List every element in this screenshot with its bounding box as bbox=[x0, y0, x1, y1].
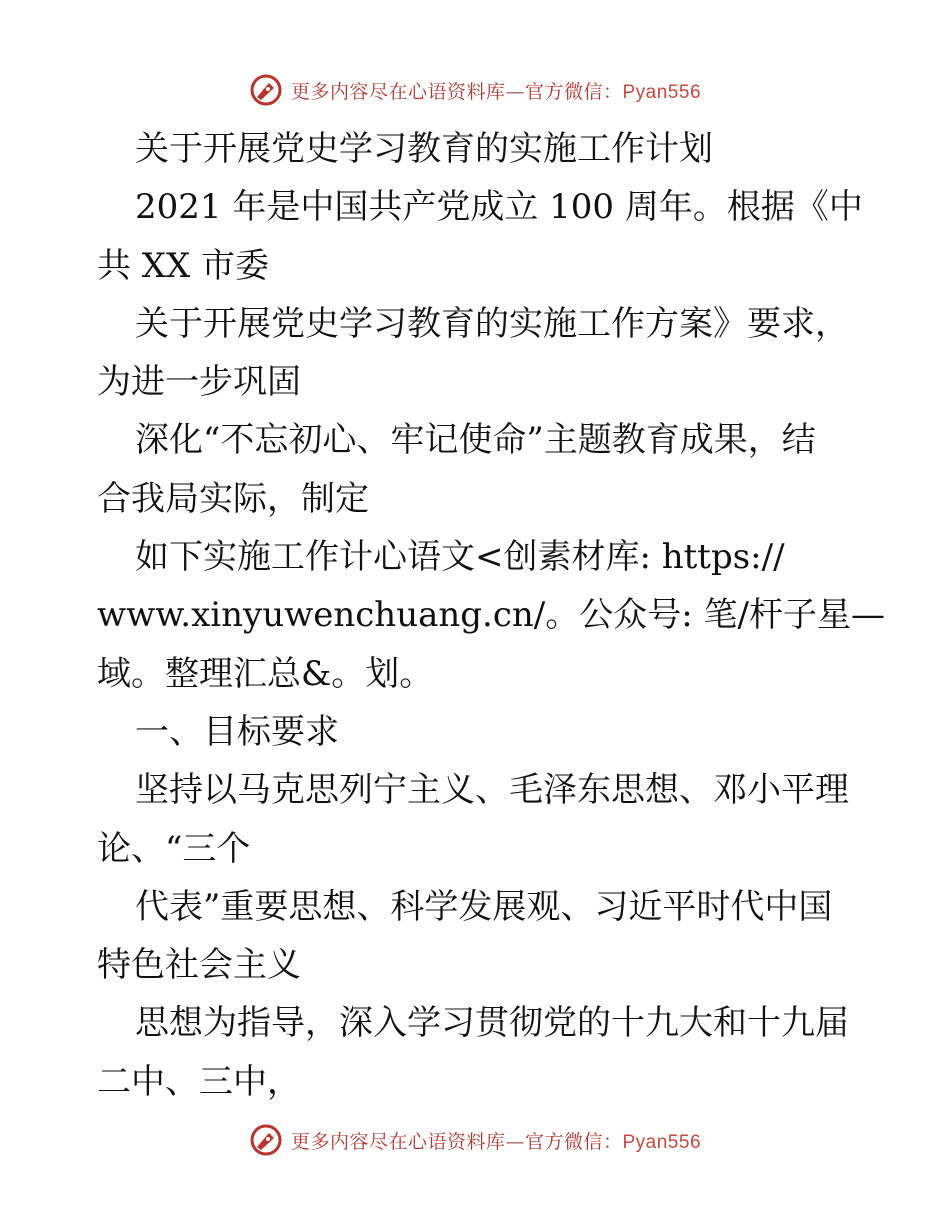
text-line: 特色社会主义 bbox=[97, 945, 301, 986]
text-line: 代表”重要思想、科学发展观、习近平时代中国 bbox=[135, 886, 833, 927]
text-line: 合我局实际，制定 bbox=[97, 478, 369, 519]
text-line: 域。整理汇总&。划。 bbox=[97, 653, 434, 694]
pen-nib-circle-icon bbox=[249, 73, 283, 107]
watermark-text bbox=[291, 77, 701, 104]
pen-nib-circle-icon bbox=[249, 1123, 283, 1157]
text-line: 关于开展党史学习教育的实施工作计划 bbox=[135, 129, 713, 169]
watermark-account: Pyan556 bbox=[622, 1131, 702, 1153]
watermark-label: 官方微信： bbox=[524, 80, 623, 103]
watermark-brand: 更多内容尽在心语资料库 bbox=[290, 1130, 506, 1153]
text-line: 坚持以马克思列宁主义、毛泽东思想、邓小平理 bbox=[135, 770, 849, 811]
text-line: 如下实施工作计心语文<创素材库: https:// bbox=[135, 537, 785, 578]
text-line: 2021 年是中国共产党成立 100 周年。根据《中 bbox=[135, 187, 863, 228]
text-line: 深化“不忘初心、牢记使命”主题教育成果，结 bbox=[135, 420, 816, 461]
watermark-footer bbox=[0, 1118, 950, 1162]
text-line: 一、目标要求 bbox=[135, 711, 339, 752]
watermark-brand: 更多内容尽在心语资料库 bbox=[290, 80, 506, 103]
watermark-header bbox=[0, 68, 950, 112]
watermark-label: 官方微信： bbox=[524, 1130, 623, 1153]
text-line: 关于开展党史学习教育的实施工作方案》要求， bbox=[135, 303, 849, 344]
text-line: 思想为指导，深入学习贯彻党的十九大和十九届 bbox=[135, 1003, 849, 1044]
document-body bbox=[97, 120, 885, 1111]
text-line: 为进一步巩固 bbox=[97, 362, 301, 403]
watermark-account: Pyan556 bbox=[622, 81, 702, 103]
watermark-separator: — bbox=[505, 1130, 525, 1153]
text-line: 论、“三个 bbox=[97, 828, 251, 869]
text-line: www.xinyuwenchuang.cn/。公众号: 笔/杆子星— bbox=[97, 595, 885, 636]
text-line: 二中、三中， bbox=[97, 1061, 301, 1102]
watermark-text bbox=[291, 1127, 701, 1154]
watermark-separator: — bbox=[505, 80, 525, 103]
text-line: 共 XX 市委 bbox=[97, 245, 270, 286]
